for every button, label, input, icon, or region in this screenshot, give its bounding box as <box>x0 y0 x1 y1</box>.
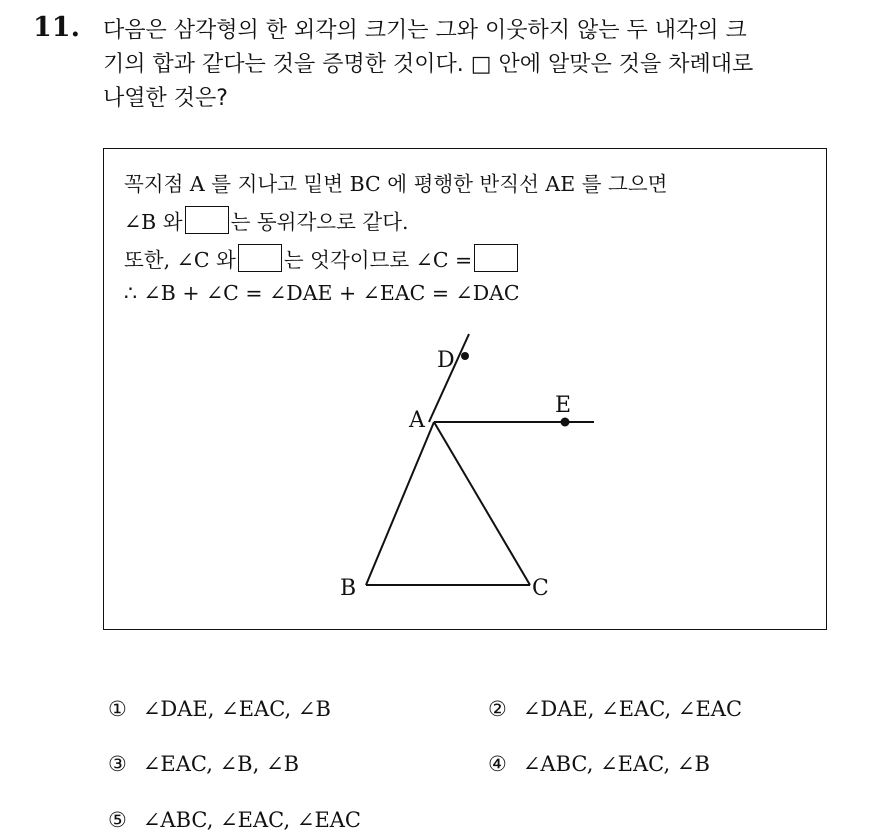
choice-2[interactable] <box>488 697 742 721</box>
proof-line-3-start: 또한, ∠C 와 <box>124 248 236 272</box>
choice-4-marker: ④ <box>488 752 507 776</box>
choice-3-marker: ③ <box>108 752 127 776</box>
side-ac <box>434 422 530 585</box>
choice-5-text: ∠ABC, ∠EAC, ∠EAC <box>142 808 362 832</box>
choice-1-text: ∠DAE, ∠EAC, ∠B <box>142 697 331 721</box>
choice-2-marker: ② <box>488 697 507 721</box>
choice-1-marker: ① <box>108 697 127 721</box>
point-d <box>461 352 469 360</box>
proof-line-2-end: 는 동위각으로 같다. <box>230 210 409 234</box>
label-d: D <box>437 348 455 373</box>
triangle-diagram <box>104 149 826 629</box>
choice-2-text: ∠DAE, ∠EAC, ∠EAC <box>522 697 743 721</box>
choice-1[interactable] <box>108 697 331 721</box>
choice-4-text: ∠ABC, ∠EAC, ∠B <box>522 752 710 776</box>
choice-5-marker: ⑤ <box>108 808 127 832</box>
choice-4[interactable] <box>488 752 710 776</box>
label-b: B <box>340 576 357 601</box>
choice-3-text: ∠EAC, ∠B, ∠B <box>142 752 299 776</box>
proof-box <box>103 148 827 630</box>
point-e <box>561 418 570 427</box>
choice-5[interactable] <box>108 808 361 832</box>
proof-line-4: ∴ ∠B + ∠C = ∠DAE + ∠EAC = ∠DAC <box>124 281 520 305</box>
choice-3[interactable] <box>108 752 299 776</box>
side-ab <box>366 422 434 585</box>
label-c: C <box>532 576 549 601</box>
proof-line-1: 꼭지점 A 를 지나고 밑변 BC 에 평행한 반직선 AE 를 그으면 <box>124 172 668 196</box>
label-e: E <box>555 393 572 418</box>
proof-line-3-mid: 는 엇각이므로 ∠C = <box>283 248 473 272</box>
label-a: A <box>409 408 425 433</box>
question-number: 11. <box>33 12 80 43</box>
question-stem <box>103 14 873 116</box>
proof-line-2-start: ∠B 와 <box>124 210 183 234</box>
stem-line-2: 기의 합과 같다는 것을 증명한 것이다. □ 안에 알맞은 것을 차례대로 <box>103 52 754 77</box>
stem-line-1: 다음은 삼각형의 한 외각의 크기는 그와 이웃하지 않는 두 내각의 크 <box>103 18 747 43</box>
stem-line-3: 나열한 것은? <box>103 86 228 111</box>
